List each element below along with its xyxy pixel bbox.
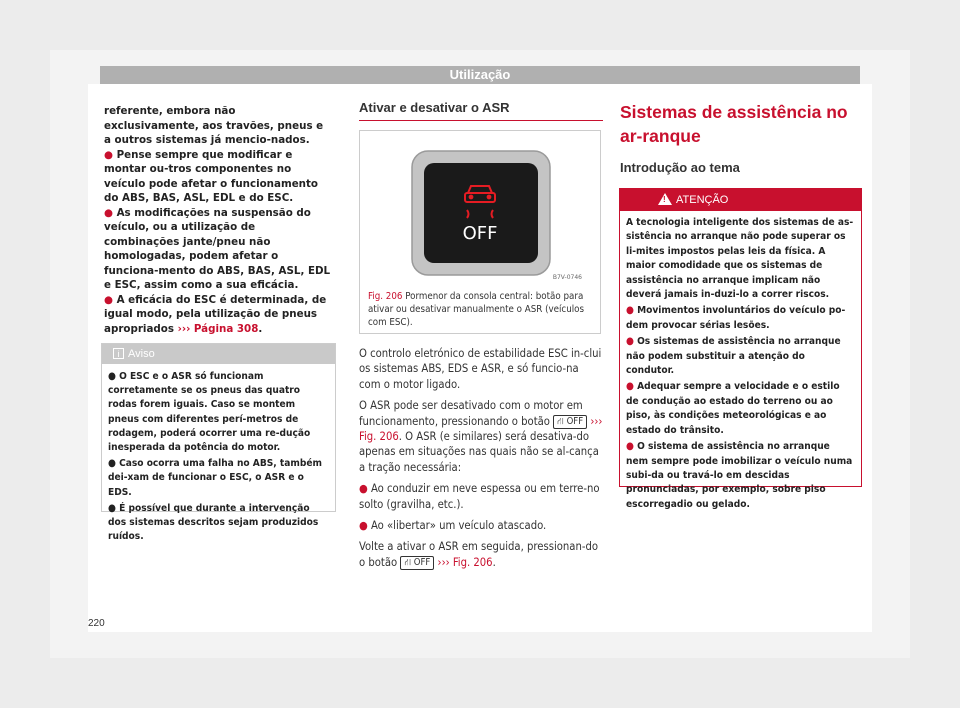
figure-caption xyxy=(368,290,594,329)
page-308-link[interactable]: ››› Página 308 xyxy=(177,322,259,335)
col2-bullet: ● Ao conduzir em neve espessa ou em terre-no solto (gravilha, etc.). xyxy=(359,482,600,511)
off-key: ⛙ OFF xyxy=(553,415,587,429)
col1-intro: referente, embora não exclusivamente, aos travões, pneus e a outros sistemas já mencio-nados. xyxy=(104,105,324,146)
bullet-icon: ● xyxy=(104,148,117,161)
section-title-asr: Ativar e desativar o ASR xyxy=(359,100,603,121)
bullet-icon: ● xyxy=(104,293,117,306)
bullet-icon: ● xyxy=(626,336,638,348)
subsection-title: Introdução ao tema xyxy=(620,160,740,175)
col2-paragraph-1: O controlo eletrónico de estabilidade ESC in-clui os sistemas ABS, EDS e ASR, e só funcio-na com o motor ligado. xyxy=(359,347,602,391)
bullet-icon: ● xyxy=(359,482,371,496)
off-key: ⛙ OFF xyxy=(400,556,434,570)
bullet-icon: ● xyxy=(626,381,638,393)
figure-code: B7V-0746 xyxy=(552,274,582,281)
bullet-icon: ● xyxy=(108,502,120,514)
fig-206-link[interactable]: ››› Fig. 206 xyxy=(437,555,493,569)
aviso-header xyxy=(102,344,335,364)
atencao-header xyxy=(620,189,861,211)
aviso-bullet: ● O ESC e o ASR só funcionam corretamente se os pneus das quatro rodas forem iguais. Caso se montem pneus com diferentes perí-metros de rodagem, poderá ocorrer uma re-dução inesperada da potência do motor. xyxy=(108,371,311,454)
atencao-body xyxy=(620,211,861,512)
col1-bullet: ● Pense sempre que modificar e montar ou-tros componentes no veículo pode afetar o funcionamento do ABS, BAS, ASL, EDL e do ESC. xyxy=(104,148,319,204)
bullet-icon: ● xyxy=(108,371,120,382)
aviso-title: Aviso xyxy=(128,348,155,360)
figure-off-label: OFF xyxy=(462,223,498,244)
atencao-bullet: ● Movimentos involuntários do veículo po-dem provocar sérias lesões. xyxy=(626,305,846,331)
bullet-icon: ● xyxy=(626,441,638,453)
chapter-title: Sistemas de assistência no ar-ranque xyxy=(620,102,848,146)
aviso-bullet: ● É possível que durante a intervenção dos sistemas descritos sejam produzidos ruídos. xyxy=(108,502,319,543)
aviso-bullet: ● Caso ocorra uma falha no ABS, também dei-xam de funcionar o ESC, o ASR e o EDS. xyxy=(108,458,322,498)
traction-control-icon: ⛙ xyxy=(404,556,412,568)
bullet-icon: ● xyxy=(104,206,117,219)
traction-control-icon: ⛙ xyxy=(557,415,564,427)
col2-body xyxy=(359,346,603,576)
column-3 xyxy=(620,100,860,175)
atencao-bullet: ● O sistema de assistência no arranque nem sempre pode imobilizar o veículo numa subi-da ou travá-lo em descidas pronunciadas, por exemplo, sobre piso escorregadio ou gelado. xyxy=(626,441,853,510)
atencao-bullet: ● Adequar sempre a velocidade e o estilo de condução ao estado do terreno ou ao piso, às condições meteorológicas e ao estado do trânsito. xyxy=(626,381,840,436)
col2-bullet: ● Ao «libertar» um veículo atascado. xyxy=(359,519,547,533)
aviso-box xyxy=(101,343,336,543)
fig-206-link[interactable]: ››› Fig. 206 xyxy=(359,414,603,444)
col1-bullet: ● A eficácia do ESC é determinada, de igual modo, pela utilização de pneus apropriados ››› Página 308. xyxy=(104,293,327,335)
asr-button-illustration xyxy=(360,131,600,285)
bullet-icon: ● xyxy=(108,458,120,470)
page-header: Utilização xyxy=(100,66,860,84)
figure-206 xyxy=(359,130,601,334)
atencao-box xyxy=(619,188,862,510)
col2-paragraph-3: Volte a ativar o ASR em seguida, pressionan-do o botão ⛙ OFF ››› Fig. 206. xyxy=(359,540,599,569)
atencao-intro: A tecnologia inteligente dos sistemas de as-sistência no arranque não pode superar os li-mites impostos pelas leis da física. A maior comodidade que os sistemas de assistência no arranque implicam não deverá jamais in-duzi-lo a correr riscos. xyxy=(626,217,854,301)
bullet-icon: ● xyxy=(359,519,371,533)
figure-image xyxy=(360,131,600,285)
atencao-title: ATENÇÃO xyxy=(676,194,729,206)
warning-icon: ! xyxy=(658,193,672,205)
figure-number: Fig. 206 xyxy=(368,291,403,302)
atencao-bullet: ● Os sistemas de assistência no arranque não podem substituir a atenção do condutor. xyxy=(626,336,841,377)
column-2 xyxy=(359,100,603,121)
col2-paragraph-2: O ASR pode ser desativado com o motor em funcionamento, pressionando o botão ⛙ OFF ››› Fig. 206. O ASR (e similares) será desativa-do apenas em situações nas quais não se al-cança a tração necessária: xyxy=(359,399,603,474)
page-number: 220 xyxy=(88,618,105,629)
col1-bullet: ● As modificações na suspensão do veículo, ou a utilização de combinações jante/pneu não homologadas, podem afetar o funciona-mento do ABS, BAS, ASL, EDL e ESC, assim como a sua eficácia. xyxy=(104,206,331,291)
info-icon: i xyxy=(113,348,124,359)
column-1 xyxy=(104,104,332,336)
aviso-body xyxy=(102,364,335,544)
figure-caption-text: Pormenor da consola central: botão para ativar ou desativar manualmente o ASR (veículos com ESC). xyxy=(368,291,585,328)
bullet-icon: ● xyxy=(626,305,638,317)
